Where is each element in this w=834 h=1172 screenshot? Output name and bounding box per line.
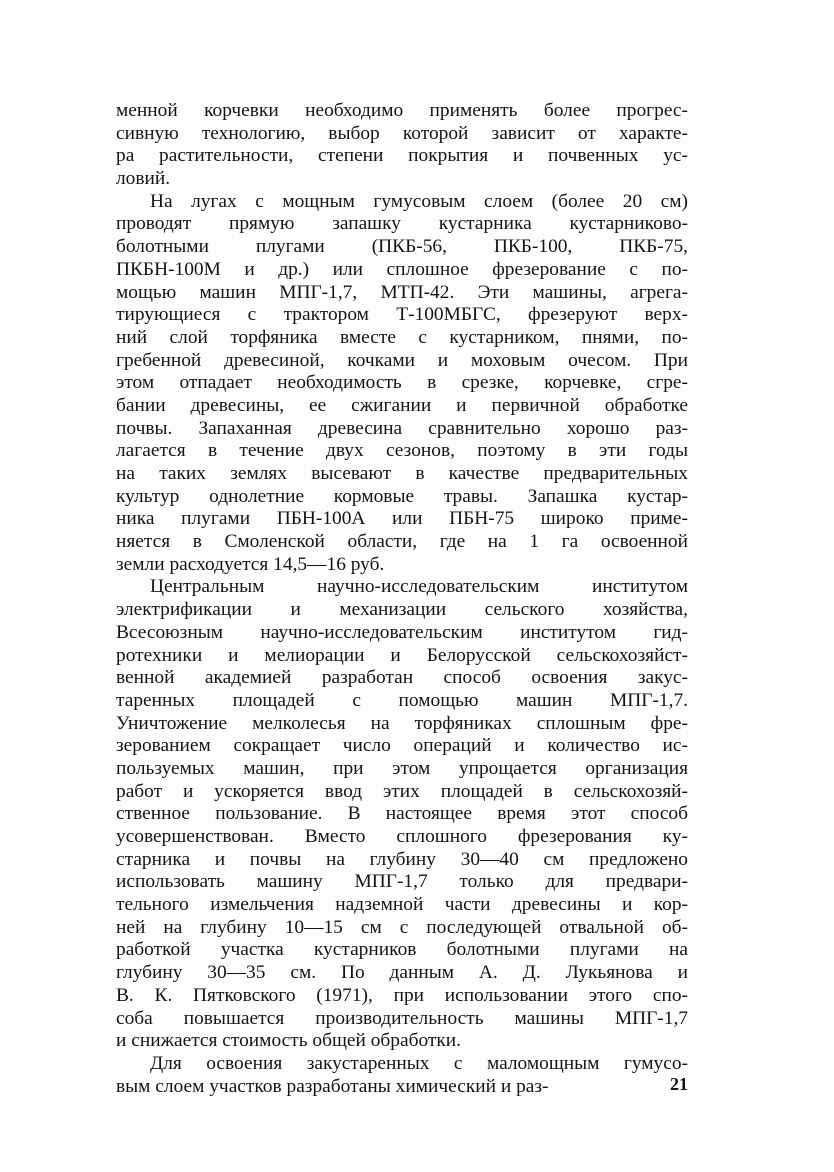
text-line: лагается в течение двух сезонов, поэтому в эти годы [116,440,688,462]
text-line: культур однолетние кормовые травы. Запашка кустар- [116,485,688,507]
text-line: Центральным научно-исследовательским институтом [150,576,688,598]
paragraph [116,576,688,1052]
text-line: почвы. Запаханная древесина сравнительно хорошо раз- [116,417,688,439]
text-line: на таких землях высевают в качестве предварительных [116,463,688,484]
text-line: пользуемых машин, при этом упрощается организация [116,757,688,779]
body-text [116,100,688,1098]
text-line: болотными плугами (ПКБ-56, ПКБ-100, ПКБ-75, [116,236,688,258]
text-line: тирующиеся с трактором Т-100МБГС, фрезеруют верх- [116,304,688,326]
text-line: сивную технологию, выбор которой зависит от характе- [116,122,688,144]
text-line: таренных площадей с помощью машин МПГ-1,7. [116,689,688,711]
text-line: ловий. [116,168,171,190]
text-line: Всесоюзным научно-исследовательским институтом гид- [116,621,688,643]
text-line: использовать машину МПГ-1,7 только для предвари- [116,871,688,893]
text-line: вым слоем участков разработаны химический и раз- [116,1075,549,1097]
text-line: В. К. Пятковского (1971), при использовании этого спо- [116,984,688,1006]
text-line: и снижается стоимость общей обработки. [116,1030,462,1052]
text-line: ней на глубину 10—15 см с последующей отвальной об- [116,916,688,938]
text-line: работкой участка кустарников болотными плугами на [116,939,688,961]
text-line: ПКБН-100М и др.) или сплошное фрезерование с по- [116,258,688,280]
text-line: ственное пользование. В настоящее время этот способ [116,803,688,825]
text-line: соба повышается производительность машины МПГ-1,7 [116,1007,688,1029]
text-line: гребенной древесиной, кочками и моховым очесом. При [116,349,688,371]
text-line: Уничтожение мелколесья на торфяниках сплошным фре- [116,712,688,734]
text-line: электрификации и механизации сельского хозяйства, [116,599,688,621]
text-line: венной академией разработан способ освоения закус- [116,667,688,689]
text-line: Для освоения закустаренных с маломощным гумусо- [150,1052,688,1074]
text-line: усовершенствован. Вместо сплошного фрезерования ку- [116,826,688,847]
text-line: менной корчевки необходимо применять более прогрес- [116,100,688,121]
text-line: зерованием сокращает число операций и количество ис- [116,735,688,757]
text-line: бании древесины, ее сжигании и первичной обработке [116,394,688,416]
text-line: этом отпадает необходимость в срезке, корчевке, сгре- [116,372,688,394]
text-line: няется в Смоленской области, где на 1 га освоенной [116,531,688,553]
text-line: работ и ускоряется ввод этих площадей в сельскохозяй- [116,780,688,802]
text-line: ника плугами ПБН-100А или ПБН-75 широко приме- [116,508,688,530]
text-line: тельного измельчения надземной части древесины и кор- [116,894,688,916]
paragraph [116,100,688,191]
text-line: ротехники и мелиорации и Белорусской сельскохозяйст- [116,644,688,666]
text-line: мощью машин МПГ-1,7, МТП-42. Эти машины, агрега- [116,281,688,303]
text-line: земли расходуется 14,5—16 руб. [116,553,385,575]
text-line: ра растительности, степени покрытия и почвенных ус- [116,145,688,167]
text-line: проводят прямую запашку кустарника кустарниково- [116,213,688,235]
paragraph [116,191,688,577]
page-number: 21 [670,1074,688,1094]
text-line: На лугах с мощным гумусовым слоем (более 20 см) [150,190,688,212]
text-line: ний слой торфяника вместе с кустарником, пнями, по- [116,326,688,348]
text-line: глубину 30—35 см. По данным А. Д. Лукьянова и [116,962,688,984]
paragraph [116,1053,688,1098]
text-line: старника и почвы на глубину 30—40 см предложено [116,848,688,870]
